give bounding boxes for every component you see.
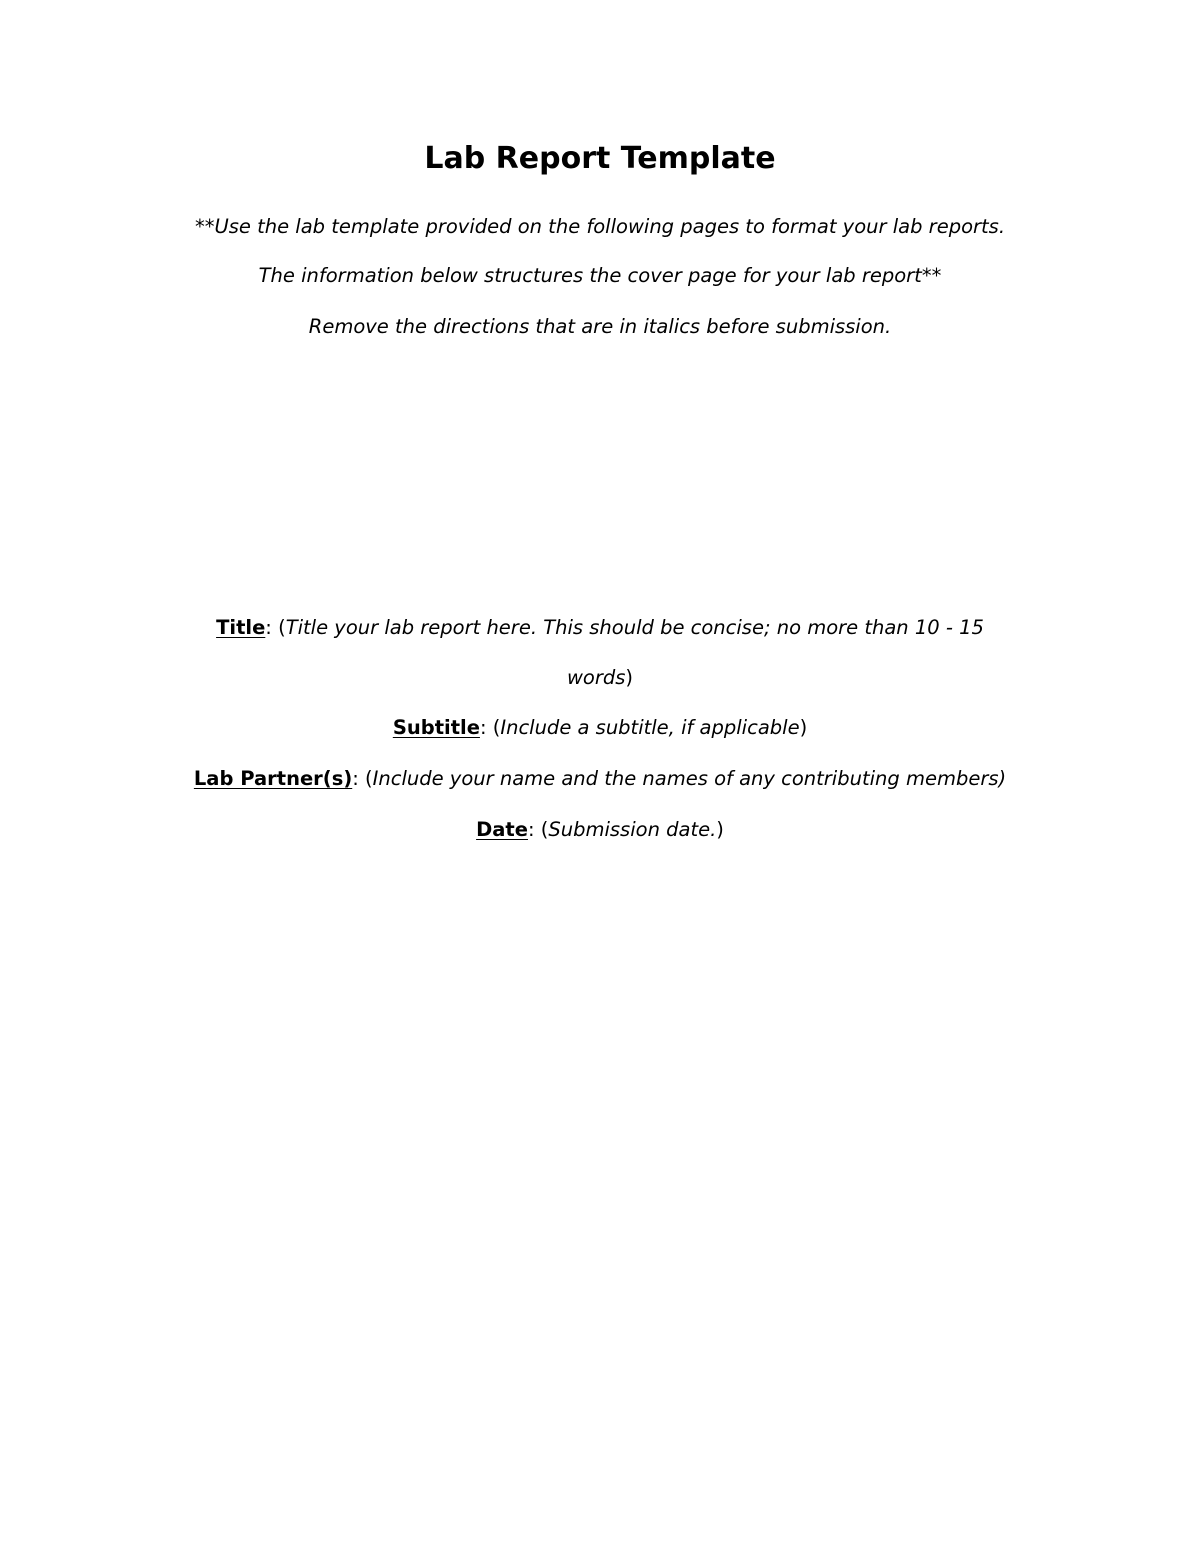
date-close: ) (716, 818, 724, 841)
date-label: Date (476, 818, 528, 841)
title-hint-line2: words (566, 666, 626, 689)
instruction-note-1: **Use the lab template provided on the following pages to format your lab reports. (194, 215, 1006, 238)
document-title: Lab Report Template (424, 141, 776, 176)
title-close: ) (625, 666, 634, 689)
subtitle-hint: Include a subtitle, if applicable (500, 716, 800, 739)
instruction-note-3: Remove the directions that are in italics before submission. (308, 315, 892, 338)
title-field-continued (100, 664, 1100, 692)
date-hint: Submission date. (548, 818, 717, 841)
date-field (100, 816, 1100, 844)
subtitle-close: ) (799, 716, 808, 739)
lab-partners-separator: : ( (352, 767, 373, 790)
lab-partners-hint: Include your name and the names of any contributing members) (372, 767, 1007, 790)
title-hint-line1: Title your lab report here. This should be concise; no more than 10 - 15 (285, 616, 984, 639)
date-separator: : ( (527, 818, 549, 841)
subtitle-separator: : ( (479, 716, 501, 739)
lab-partners-field (100, 765, 1100, 793)
title-separator: : ( (265, 616, 286, 639)
lab-partners-label: Lab Partner(s) (193, 767, 353, 790)
title-label: Title (216, 616, 266, 639)
instruction-note-2: The information below structures the cover page for your lab report** (258, 264, 942, 287)
title-field (100, 614, 1100, 642)
subtitle-field (100, 714, 1100, 742)
subtitle-label: Subtitle (392, 716, 480, 739)
